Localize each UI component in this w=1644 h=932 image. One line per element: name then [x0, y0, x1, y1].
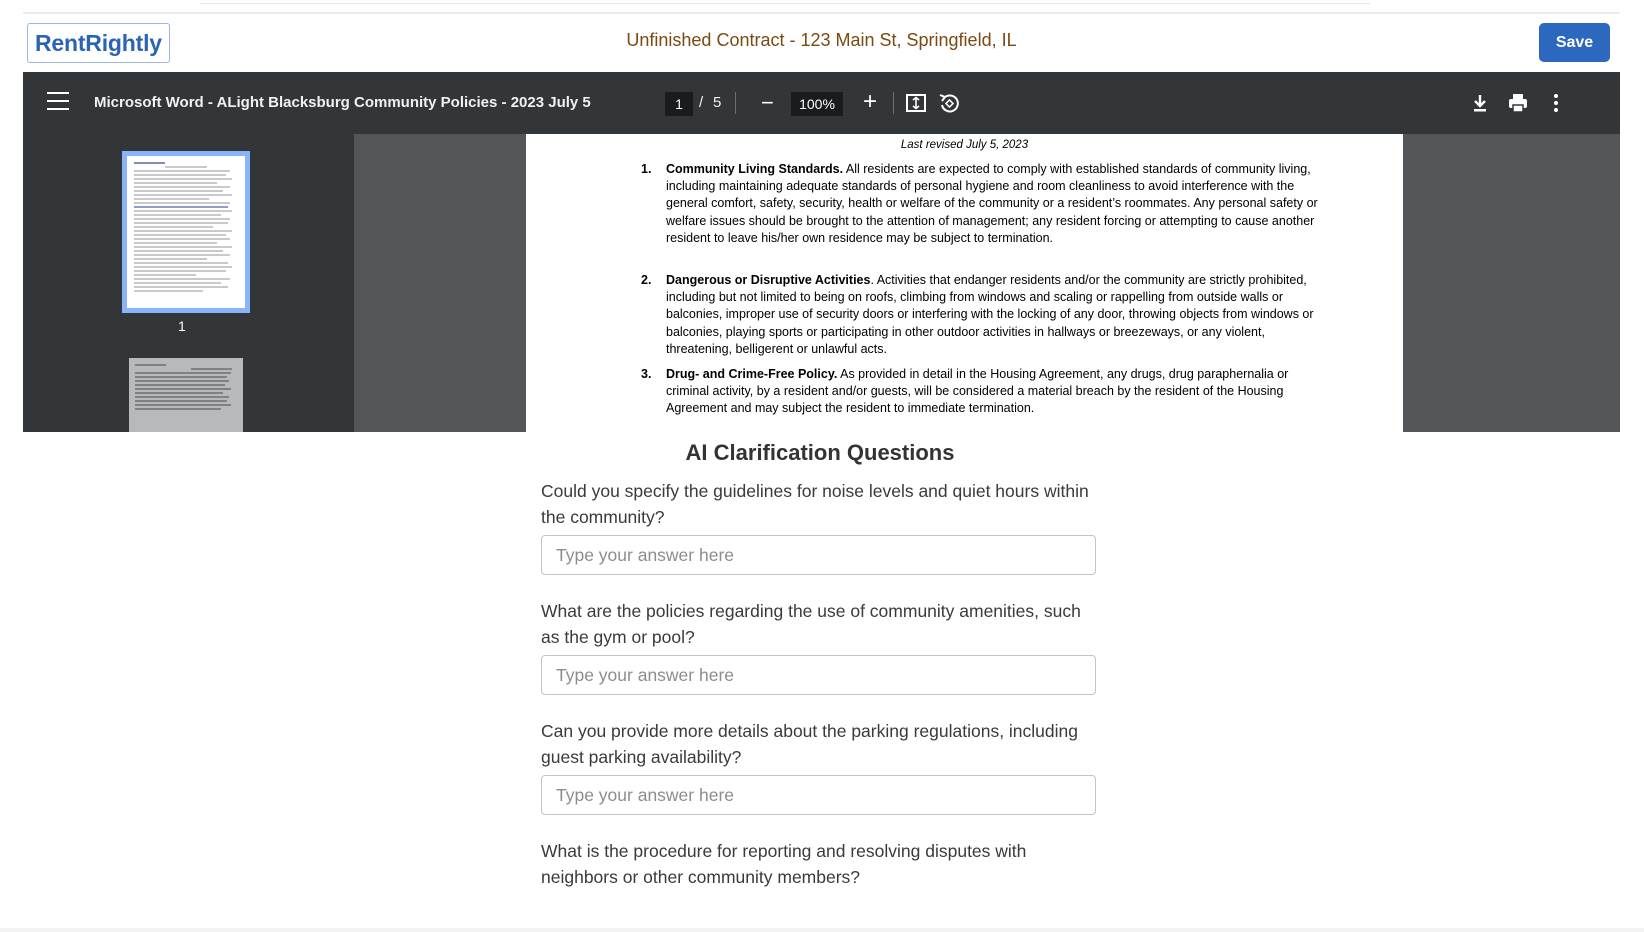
page-thumbnail-1[interactable] — [122, 151, 250, 313]
question-text: Can you provide more details about the parking regulations, including guest parking availability? — [541, 721, 1078, 767]
rotate-icon[interactable] — [936, 90, 962, 116]
toolbar-divider — [735, 92, 736, 114]
clause-number: 3. — [641, 367, 652, 381]
clause-text: As provided in detail in the Housing Agreement, any drugs, drug paraphernalia or criminal activity, by a resident and/or guests, will be considered a material breach by the resident of the Housing Agreement and may subject the resident to immediate termination. — [666, 367, 1289, 416]
zoom-out-icon[interactable]: − — [761, 90, 774, 115]
clause-heading: Community Living Standards. — [666, 162, 844, 176]
clause-body — [666, 272, 1321, 358]
policy-clause — [641, 272, 1321, 358]
page-number-input[interactable]: 1 — [665, 92, 693, 116]
top-divider — [200, 3, 1370, 4]
pdf-viewer — [23, 72, 1620, 432]
app-header — [23, 12, 1620, 72]
clarification-title: AI Clarification Questions — [685, 440, 955, 465]
download-icon[interactable] — [1467, 90, 1493, 116]
question-text: What are the policies regarding the use of community amenities, such as the gym or pool? — [541, 601, 1081, 647]
pdf-page — [526, 134, 1403, 432]
page-separator: / — [699, 94, 704, 111]
answer-input[interactable] — [541, 655, 1096, 695]
fit-to-page-icon[interactable] — [903, 90, 929, 116]
policy-clause — [641, 366, 1321, 418]
print-icon[interactable] — [1505, 90, 1531, 116]
pdf-toolbar — [23, 72, 1620, 134]
hamburger-menu-icon[interactable] — [47, 92, 69, 112]
clause-number: 1. — [641, 162, 652, 176]
clause-body — [666, 161, 1321, 247]
more-options-icon[interactable] — [1543, 90, 1569, 116]
clause-heading: Dangerous or Disruptive Activities — [666, 273, 871, 287]
answer-input[interactable] — [541, 535, 1096, 575]
page-thumbnail-2[interactable] — [129, 358, 243, 432]
clause-text: . Activities that endanger residents and/or the community are strictly prohibited, including but not limited to being on roofs, climbing from windows and scaling or rappelling from outside walls or balconies, improper use of security doors or interfering with the locking of any door, throwing objects from windows or balconies, playing sports or participating in other outdoor activities in hallways or breezeways, or any violent, threatening, belligerent or unlawful acts. — [666, 273, 1314, 356]
answer-input[interactable] — [541, 775, 1096, 815]
clause-body — [666, 366, 1321, 418]
thumbnail-page-label: 1 — [178, 318, 186, 334]
pdf-document-title: Microsoft Word - ALight Blacksburg Community Policies - 2023 July 5 — [94, 94, 591, 111]
policy-clause — [641, 161, 1321, 247]
contract-title: Unfinished Contract - 123 Main St, Springfield, IL — [626, 30, 1017, 50]
clause-number: 2. — [641, 273, 652, 287]
revised-date: Last revised July 5, 2023 — [900, 139, 1029, 151]
zoom-level-input[interactable]: 100% — [791, 92, 843, 116]
total-pages: 5 — [713, 94, 722, 111]
question-text: What is the procedure for reporting and resolving disputes with neighbors or other community members? — [541, 841, 1027, 887]
bottom-divider — [0, 928, 1644, 932]
save-button[interactable]: Save — [1539, 23, 1610, 62]
toolbar-divider — [893, 92, 894, 114]
thumbnail-sidebar — [23, 134, 354, 432]
question-text: Could you specify the guidelines for noise levels and quiet hours within the community? — [541, 481, 1089, 527]
zoom-in-icon[interactable]: + — [863, 88, 878, 115]
clause-text: All residents are expected to comply with established standards of community living, including maintaining adequate standards of personal hygiene and room cleanliness to avoid interference with the general comfort, safety, security, health or welfare of the community or a resident’s roommates. Any personal safety or welfare issues should be brought to the attention of management; any resident forcing or attempting to cause another resident to leave his/her own residence may be subject to termination. — [666, 162, 1318, 245]
clause-heading: Drug- and Crime-Free Policy. — [666, 367, 838, 381]
rentrightly-logo[interactable]: RentRightly — [27, 23, 170, 63]
